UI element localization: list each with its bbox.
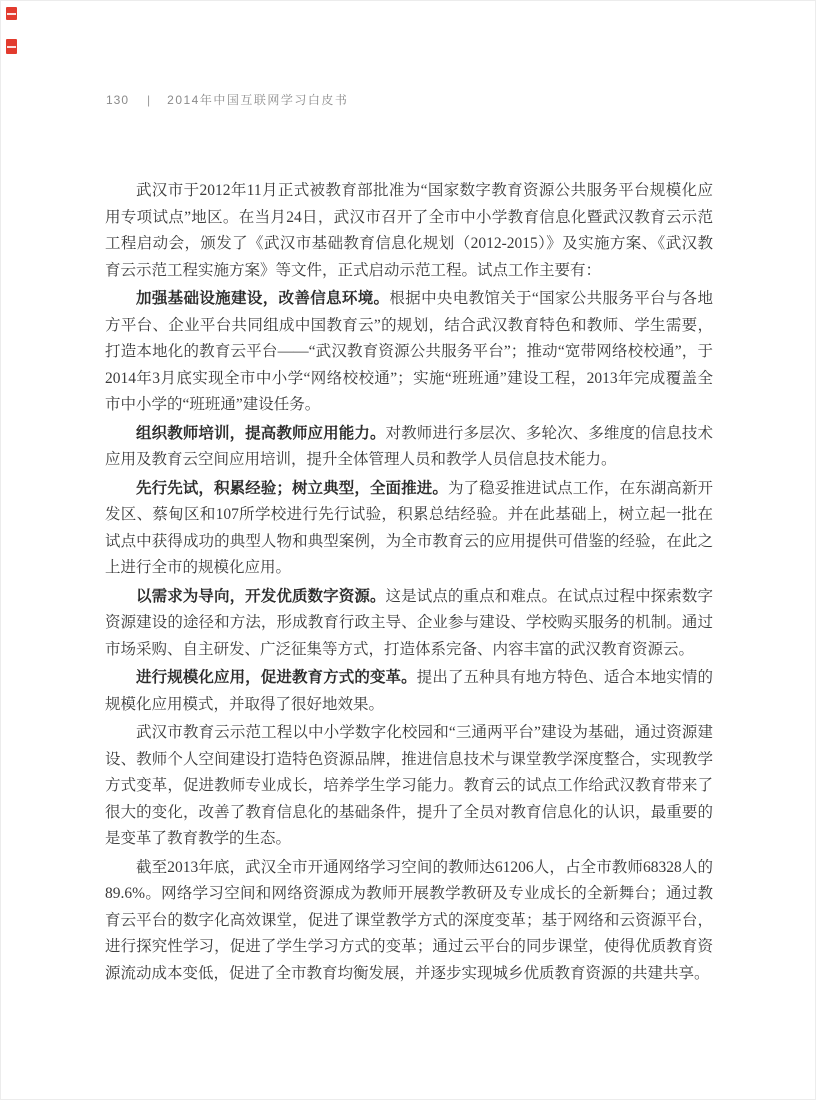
page-number: 130 <box>106 92 130 107</box>
paragraph-text: 为了稳妥推进试点工作，在东湖高新开发区、蔡甸区和107所学校进行先行试验，积累总结经验。并在此基础上，树立起一批在试点中获得成功的典型人物和典型案例，为全市教育云的应用提供可借鉴的经验，在此之上进行全市的规模化应用。 <box>105 479 713 576</box>
paragraph-results-statistics <box>105 855 713 988</box>
paragraph-intro <box>105 178 713 284</box>
paragraph-teacher-training <box>105 421 713 474</box>
paragraph-text: 对教师进行多层次、多轮次、多维度的信息技术应用及教育云空间应用培训，提升全体管理人员和教学人员信息技术能力。 <box>105 424 713 468</box>
running-header <box>106 91 348 108</box>
paragraph-text: 截至2013年底，武汉全市开通网络学习空间的教师达61206人，占全市教师68328人的89.6%。网络学习空间和网络资源成为教师开展教学教研及专业成长的全新舞台；通过教育云平台的数字化高效课堂，促进了课堂教学方式的深度变革；基于网络和云资源平台，进行探究性学习，促进了学生学习方式的变革；通过云平台的同步课堂，使得优质教育资源流动成本变低，促进了全市教育均衡发展，并逐步实现城乡优质教育资源的共建共享。 <box>105 858 713 982</box>
book-title: 2014年中国互联网学习白皮书 <box>167 93 349 107</box>
paragraph-lead: 加强基础设施建设，改善信息环境。 <box>136 290 390 307</box>
paragraph-text: 根据中央电教馆关于“国家公共服务平台与各地方平台、企业平台共同组成中国教育云”的规划，结合武汉教育特色和教师、学生需要，打造本地化的教育云平台——“武汉教育资源公共服务平台”；推动“宽带网络校校通”，于2014年3月底实现全市中小学“网络校校通”；实施“班班通”建设工程，2013年完成覆盖全市中小学的“班班通”建设任务。 <box>105 290 713 413</box>
red-corner-mark-bottom <box>6 39 17 54</box>
paragraph-project-summary <box>105 720 713 853</box>
paragraph-text: 这是试点的重点和难点。在试点过程中探索数字资源建设的途径和方法，形成教育行政主导、企业参与建设、学校购买服务的机制。通过市场采购、自主研发、广泛征集等方式，打造体系完备、内容丰富的武汉教育资源云。 <box>105 587 713 658</box>
red-corner-mark-top <box>6 7 17 20</box>
paragraph-lead: 进行规模化应用，促进教育方式的变革。 <box>136 669 417 686</box>
paragraph-lead: 组织教师培训，提高教师应用能力。 <box>136 424 386 442</box>
paragraph-lead: 以需求为导向，开发优质数字资源。 <box>136 587 386 605</box>
paragraph-text: 提出了五种具有地方特色、适合本地实情的规模化应用模式，并取得了很好地效果。 <box>105 669 713 713</box>
paragraph-infrastructure <box>105 286 713 419</box>
page-body <box>105 178 713 989</box>
paragraph-digital-resources <box>105 584 713 664</box>
header-divider: | <box>147 92 151 107</box>
paragraph-pilot-first <box>105 476 713 582</box>
paragraph-scaled-application <box>105 665 713 718</box>
paragraph-lead: 先行先试，积累经验；树立典型，全面推进。 <box>136 479 448 497</box>
paragraph-text: 武汉市教育云示范工程以中小学数字化校园和“三通两平台”建设为基础，通过资源建设、教师个人空间建设打造特色资源品牌，推进信息技术与课堂教学深度整合，实现教学方式变革，促进教师专业成长，培养学生学习能力。教育云的试点工作给武汉教育带来了很大的变化，改善了教育信息化的基础条件，提升了全员对教育信息化的认识，最重要的是变革了教育教学的生态。 <box>105 724 713 847</box>
paragraph-text: 武汉市于2012年11月正式被教育部批准为“国家数字教育资源公共服务平台规模化应用专项试点”地区。在当月24日，武汉市召开了全市中小学教育信息化暨武汉教育云示范工程启动会，颁发了《武汉市基础教育信息化规划（2012-2015）》及实施方案、《武汉教育云示范工程实施方案》等文件，正式启动示范工程。试点工作主要有： <box>105 182 713 279</box>
